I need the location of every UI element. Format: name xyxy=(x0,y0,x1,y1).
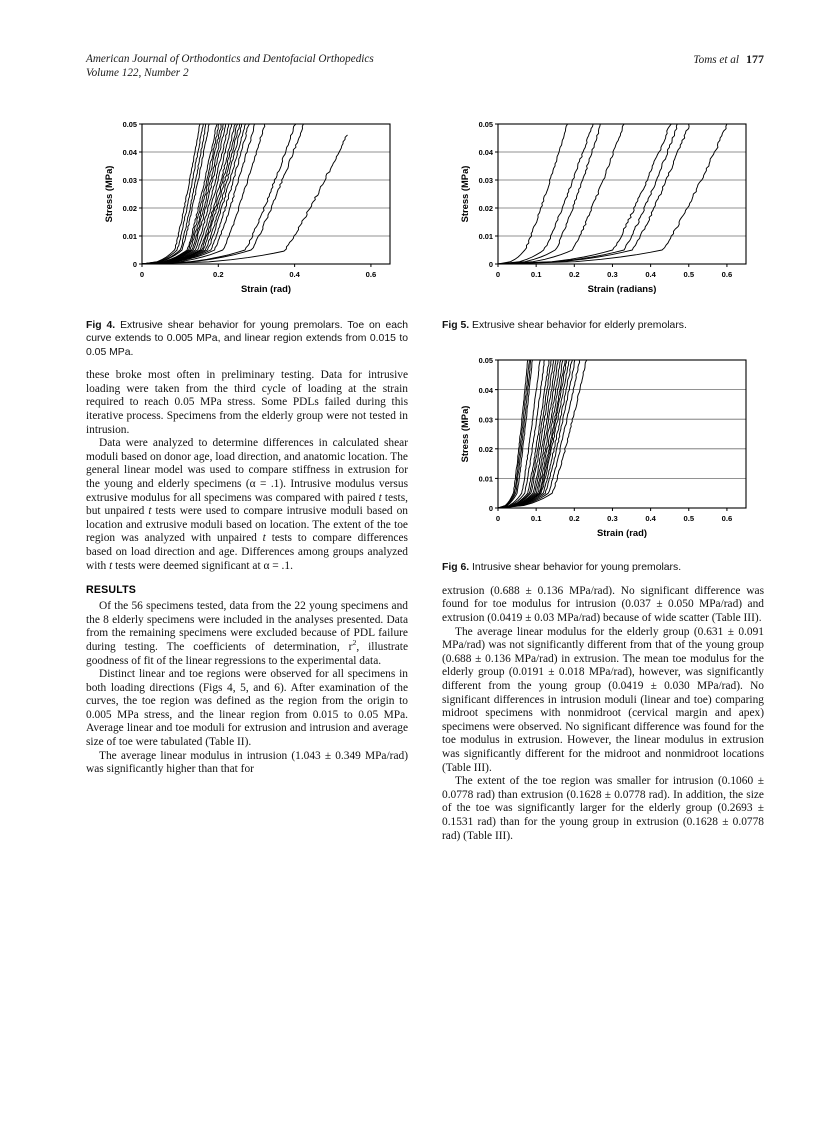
svg-text:0.03: 0.03 xyxy=(122,176,137,186)
svg-text:0: 0 xyxy=(132,260,137,270)
running-head-authors xyxy=(693,52,764,67)
figure-4-caption xyxy=(86,319,408,359)
paragraph-left-3 xyxy=(86,600,408,668)
figure-6-caption-text: Intrusive shear behavior for young premolars. xyxy=(472,562,682,574)
figure-4-label: Fig 4. xyxy=(86,320,116,331)
svg-text:0.04: 0.04 xyxy=(478,386,493,396)
paragraph-left-5-text: The average linear modulus in intrusion (1.043 ± 0.349 MPa/rad) was significantly higher than that for xyxy=(86,749,408,776)
paragraph-right-3 xyxy=(442,775,764,843)
svg-text:0.02: 0.02 xyxy=(478,445,493,455)
figure-6-caption xyxy=(442,561,764,574)
svg-text:0.3: 0.3 xyxy=(607,514,618,524)
svg-text:0.04: 0.04 xyxy=(478,148,493,158)
paragraph-left-2-text: Data were analyzed to determine differences in calculated shear moduli based on donor age, load direction, and anatomic location. The general linear model was used to compare stiffness in extrusion for the young and elderly specimens (α = .1). Intrusive modulus versus extrusive modulus for all specimens was compared with paired t tests, but unpaired t tests were used to compare intrusive moduli based on location and extrusive moduli based on location. The extent of the toe region was analyzed with unpaired t tests to compare differences based on load direction and age. Differences among groups analyzed with t tests were deemed significant at α = .1. xyxy=(86,437,408,572)
paragraph-right-2-text: The average linear modulus for the elderly group (0.631 ± 0.091 MPa/rad) was not significantly different from that of the young group (0.688 ± 0.136 MPa/rad) in extrusion. The mean toe modulus for the elderly group (0.0191 ± 0.018 MPa/rad), however, was significantly different from the young group (0.0419 ± 0.030 MPa/rad). No significant differences in intrusion moduli (linear and toe) comparing midroot specimens with nonmidroot (cervical margin and apex) specimens were observed. No significant difference was found for the toe modulus in extrusion. However, the linear modulus in extrusion was significantly different for the midroot and nonmidroot locations (Table III). xyxy=(442,625,764,774)
running-head-journal xyxy=(86,52,374,80)
svg-text:0.4: 0.4 xyxy=(645,270,656,279)
svg-text:Stress (MPa): Stress (MPa) xyxy=(459,165,470,223)
svg-text:0.2: 0.2 xyxy=(569,270,580,279)
figure-4-caption-text: Extrusive shear behavior for young premolars. Toe on each curve extends to 0.005 MPa, and linear region extends from 0.015 to 0.05 MPa. xyxy=(86,320,408,358)
svg-text:0.03: 0.03 xyxy=(478,415,493,425)
journal-volume: Volume 122, Number 2 xyxy=(86,67,189,79)
paragraph-right-2 xyxy=(442,626,764,776)
svg-text:0.2: 0.2 xyxy=(569,514,580,524)
svg-text:0: 0 xyxy=(139,270,145,279)
figure-4 xyxy=(86,114,408,309)
author-names: Toms et al xyxy=(693,54,739,66)
results-heading: RESULTS xyxy=(86,584,137,597)
paragraph-left-1-text: these broke most often in preliminary testing. Data for intrusive loading were taken from the third cycle of loading at the strain required to reach 0.05 MPa stress. Some PDLs failed during this iterative process. Specimens from the elderly group were not tested in intrusion. xyxy=(86,369,408,436)
page-number: 177 xyxy=(746,52,764,66)
svg-text:Stress (MPa): Stress (MPa) xyxy=(103,165,114,223)
svg-text:0.6: 0.6 xyxy=(721,514,733,524)
svg-text:0.3: 0.3 xyxy=(607,270,618,279)
svg-text:0.5: 0.5 xyxy=(683,514,695,524)
paragraph-left-1 xyxy=(86,369,408,437)
svg-text:0: 0 xyxy=(488,504,493,514)
svg-text:0.1: 0.1 xyxy=(530,270,542,279)
figure-5 xyxy=(442,114,764,309)
svg-text:0.5: 0.5 xyxy=(683,270,695,279)
figure-4-plot xyxy=(86,114,408,309)
svg-text:Strain (rad): Strain (rad) xyxy=(596,527,648,539)
svg-text:0.4: 0.4 xyxy=(289,270,300,279)
paragraph-left-4 xyxy=(86,668,408,750)
page-content xyxy=(74,52,764,1082)
svg-text:0.2: 0.2 xyxy=(213,270,224,279)
svg-text:Strain (radians): Strain (radians) xyxy=(587,283,657,294)
figure-6 xyxy=(442,346,764,551)
figure-5-caption-text: Extrusive shear behavior for elderly premolars. xyxy=(472,320,687,331)
paragraph-right-1-text: extrusion (0.688 ± 0.136 MPa/rad). No significant difference was found for toe modulus for intrusion (0.037 ± 0.050 MPa/rad) and extrusion (0.0419 ± 0.03 MPa/rad) because of wide scatter (Table III). xyxy=(442,584,764,624)
journal-title: American Journal of Orthodontics and Dentofacial Orthopedics xyxy=(86,53,374,65)
right-column xyxy=(442,114,764,843)
svg-text:0.05: 0.05 xyxy=(122,120,137,130)
paragraph-left-5 xyxy=(86,750,408,777)
svg-text:0.01: 0.01 xyxy=(478,232,493,242)
svg-text:0.02: 0.02 xyxy=(478,204,493,214)
paragraph-left-2 xyxy=(86,437,408,573)
svg-text:0.01: 0.01 xyxy=(122,232,137,242)
svg-text:0: 0 xyxy=(495,270,501,279)
figure-5-plot xyxy=(442,114,764,309)
paragraph-right-3-text: The extent of the toe region was smaller for intrusion (0.1060 ± 0.0778 rad) than extrusion (0.1628 ± 0.0778 rad). In addition, the size of the toe was significantly larger for the elderly group (0.2693 ± 0.1531 rad) than for the young group in extrusion (0.1628 ± 0.0778 rad) (Table III). xyxy=(442,775,764,842)
left-column xyxy=(86,114,408,777)
spacer xyxy=(86,359,408,369)
svg-text:0.04: 0.04 xyxy=(122,148,137,158)
paragraph-left-4-text: Distinct linear and toe regions were observed for all specimens in both loading directions (Figs 4, 5, and 6). After examination of the curves, the toe region was defined as the region from the origin to 0.005 MPa stress, and the linear region from 0.015 to 0.05 MPa. Average linear and toe moduli for extrusion and intrusion and average size of toe were tabulated (Table II). xyxy=(86,668,408,749)
paragraph-left-3-text: Of the 56 specimens tested, data from the 22 young specimens and the 8 elderly specimens were included in the analyses presented. Data from the remaining specimens were excluded because of PDL failure during testing. The coefficients of determination, $r^2$, illustrate goodness of fit of the linear regressions to the experimental data. xyxy=(86,600,408,667)
svg-text:Strain (rad): Strain (rad) xyxy=(240,283,292,294)
svg-text:0.6: 0.6 xyxy=(721,270,733,279)
svg-text:0.01: 0.01 xyxy=(478,475,493,485)
svg-text:0.1: 0.1 xyxy=(530,514,542,524)
figure-5-label: Fig 5. xyxy=(442,320,470,331)
spacer xyxy=(442,575,764,585)
svg-text:0.05: 0.05 xyxy=(478,120,493,130)
svg-text:Stress (MPa): Stress (MPa) xyxy=(459,406,470,463)
svg-text:0.02: 0.02 xyxy=(122,204,137,214)
figure-6-plot xyxy=(442,346,764,551)
paragraph-right-1 xyxy=(442,585,764,626)
svg-text:0: 0 xyxy=(488,260,493,270)
svg-text:0: 0 xyxy=(495,514,501,524)
svg-text:0.6: 0.6 xyxy=(365,270,377,279)
svg-text:0.03: 0.03 xyxy=(478,176,493,186)
figure-6-label: Fig 6. xyxy=(442,562,470,574)
figure-5-caption xyxy=(442,319,764,332)
running-head xyxy=(74,52,764,92)
svg-text:0.05: 0.05 xyxy=(478,356,493,366)
svg-text:0.4: 0.4 xyxy=(645,514,656,524)
